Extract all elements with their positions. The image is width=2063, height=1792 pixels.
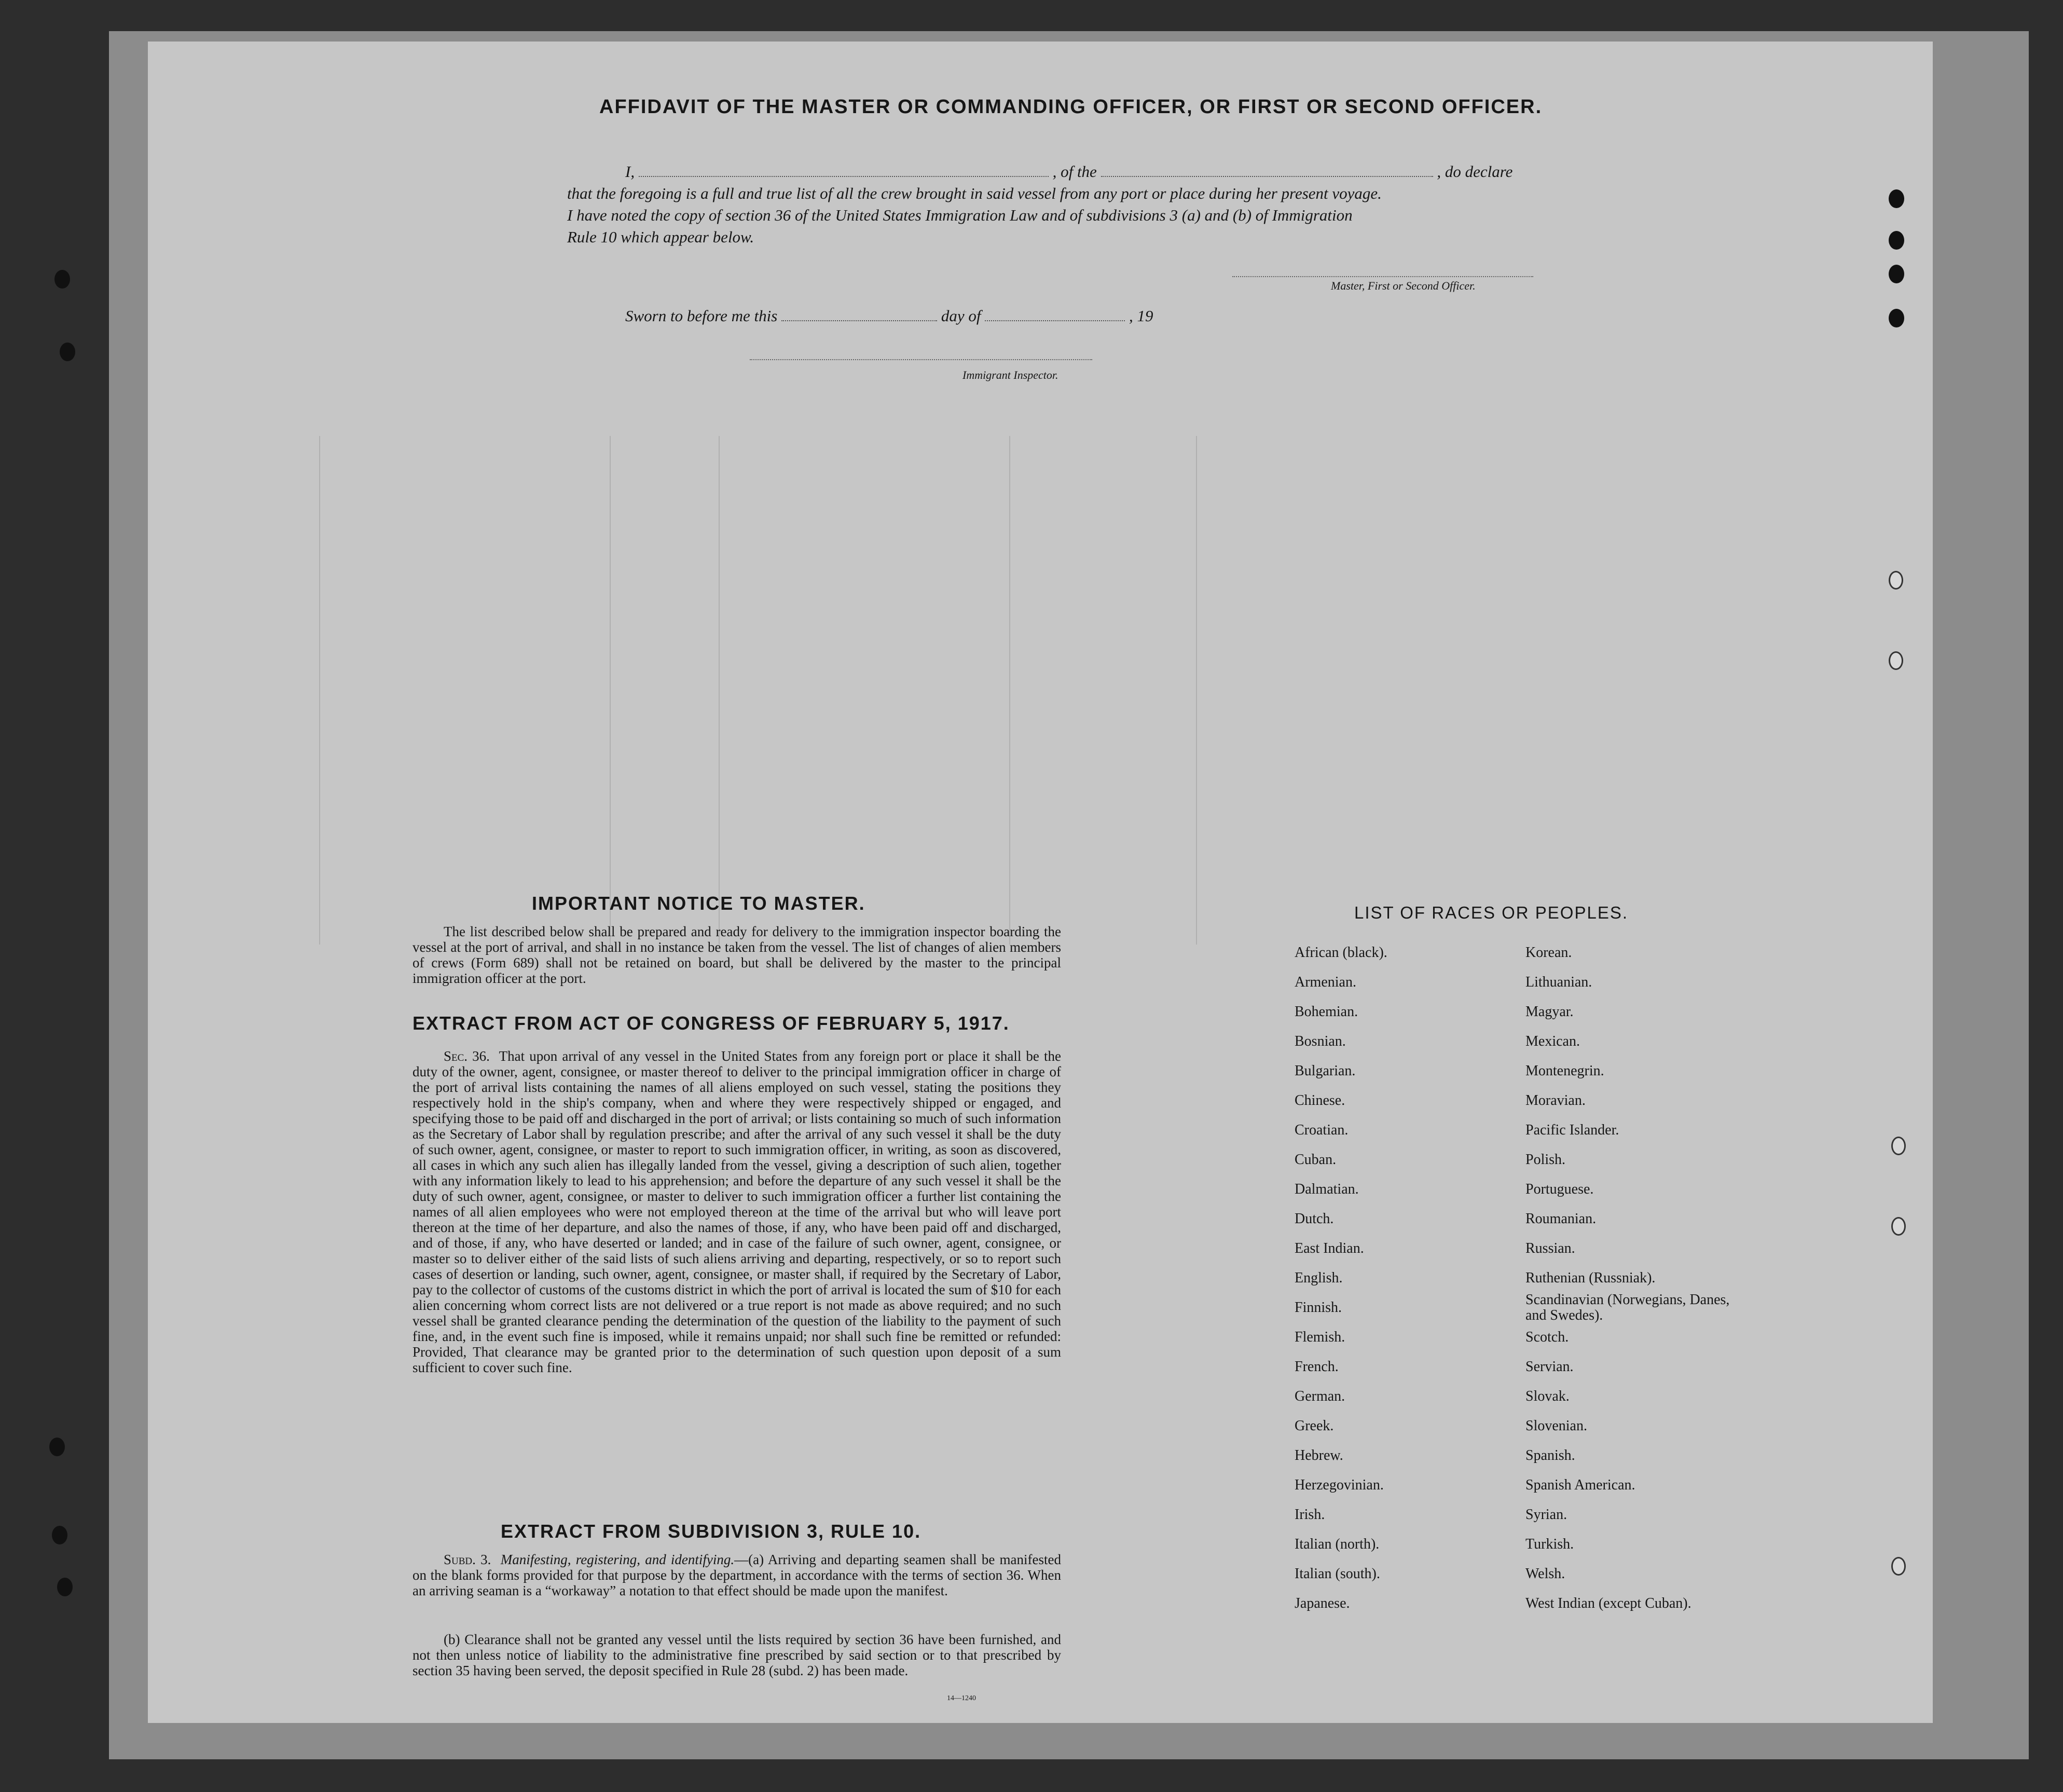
vessel-blank <box>1101 174 1433 177</box>
act-extract-title: EXTRACT FROM ACT OF CONGRESS OF FEBRUARY 5, 1917. <box>412 1013 1010 1034</box>
punch-hole <box>60 343 75 361</box>
affidavit-line-2: that the foregoing is a full and true list of all the crew brought in said vessel from any port or place during her present voyage. <box>567 184 1382 202</box>
race-item: Russian. <box>1525 1240 1575 1256</box>
document-page <box>148 42 1933 1723</box>
race-item: Welsh. <box>1525 1566 1565 1582</box>
race-item: Italian (north). <box>1295 1536 1380 1552</box>
inspector-line <box>750 359 1092 360</box>
punch-hole <box>1889 189 1904 208</box>
sec-label: Sec. 36. <box>444 1048 490 1064</box>
race-item: Servian. <box>1525 1359 1574 1375</box>
bleed-line <box>319 436 320 945</box>
race-item: West Indian (except Cuban). <box>1525 1595 1691 1611</box>
race-item: Bosnian. <box>1295 1033 1346 1049</box>
race-item: Polish. <box>1525 1152 1566 1168</box>
punch-hole <box>49 1438 65 1456</box>
race-item: Slovenian. <box>1525 1418 1587 1434</box>
race-item: Irish. <box>1295 1507 1325 1523</box>
inspector-caption: Immigrant Inspector. <box>962 368 1058 381</box>
race-item: Scandinavian (Norwegians, Danes, and Swedes). <box>1525 1292 1730 1323</box>
punch-hole <box>1889 309 1904 327</box>
race-item: Korean. <box>1525 945 1572 961</box>
race-item: African (black). <box>1295 945 1387 961</box>
rule-extract-b: (b) Clearance shall not be granted any vessel until the lists required by section 36 have been furnished, and not then unless notice of liability to the administrative fine prescribed by said section or to that prescribed by section 35 having been served, the deposit specified in Rule 28 (subd. 2) has been made. <box>412 1632 1061 1678</box>
race-item: Syrian. <box>1525 1507 1567 1523</box>
race-item: Dalmatian. <box>1295 1181 1359 1197</box>
bleed-line <box>1196 436 1197 945</box>
act-extract-body <box>412 1048 1061 1375</box>
bleed-line <box>1009 436 1010 945</box>
punch-hole <box>1889 571 1903 590</box>
day-of-label: day of <box>941 307 981 325</box>
punch-hole <box>1891 1217 1906 1236</box>
bleed-line <box>719 436 720 945</box>
signature-line <box>1232 276 1533 277</box>
form-number: 14—1240 <box>947 1694 976 1702</box>
race-item: Pacific Islander. <box>1525 1122 1619 1138</box>
affidavit-of-the: , of the <box>1052 162 1097 181</box>
punch-hole <box>57 1578 73 1596</box>
race-item: East Indian. <box>1295 1240 1364 1256</box>
affidavit-title: AFFIDAVIT OF THE MASTER OR COMMANDING OFFICER, OR FIRST OR SECOND OFFICER. <box>599 96 1543 118</box>
race-item: Finnish. <box>1295 1299 1342 1316</box>
punch-hole <box>1889 265 1904 283</box>
race-item: Slovak. <box>1525 1388 1570 1404</box>
race-item: Mexican. <box>1525 1033 1580 1049</box>
race-item: Scotch. <box>1525 1329 1569 1345</box>
month-blank <box>985 318 1125 321</box>
bleed-line <box>610 436 611 945</box>
race-item: Chinese. <box>1295 1092 1345 1109</box>
race-item: Bohemian. <box>1295 1004 1358 1020</box>
race-item: Herzegovinian. <box>1295 1477 1384 1493</box>
race-item: Lithuanian. <box>1525 974 1592 990</box>
race-item: Spanish American. <box>1525 1477 1635 1493</box>
affidavit-line-1 <box>625 161 1512 183</box>
race-item: Ruthenian (Russniak). <box>1525 1270 1656 1286</box>
race-item: Japanese. <box>1295 1595 1350 1611</box>
race-item: Roumanian. <box>1525 1211 1597 1227</box>
race-item: French. <box>1295 1359 1339 1375</box>
rule-extract-title: EXTRACT FROM SUBDIVISION 3, RULE 10. <box>501 1521 922 1542</box>
race-item: Greek. <box>1295 1418 1334 1434</box>
affidavit-line-4: Rule 10 which appear below. <box>567 228 754 246</box>
notice-title: IMPORTANT NOTICE TO MASTER. <box>532 893 865 914</box>
subd-label: Subd. 3. <box>444 1552 491 1567</box>
punch-hole <box>52 1526 67 1544</box>
race-item: English. <box>1295 1270 1343 1286</box>
sec-text: That upon arrival of any vessel in the United States from any foreign port or place it shall be the duty of the owner, agent, consignee, or master thereof to deliver to the principal immigration officer in charge of the port of arrival lists containing the names of all aliens employed on such vessel, stating the positions they respectively hold in the ship's company, when and where they were respectively shipped or engaged, and specifying those to be paid off and discharged in the port of arrival; or lists containing so much of such information as the Secretary of Labor shall by regulation prescribe; and after the arrival of any such vessel it shall be the duty of such owner, agent, consignee, or master to report to such immigration officer, in writing, as soon as discovered, all cases in which any such alien has illegally landed from the vessel, giving a description of such alien, together with any information likely to lead to his apprehension; and before the departure of any such vessel it shall be the duty of such owner, agent, consignee, or master to deliver to such immigration officer a further list containing the names of all alien employees who were not employed thereon at the time of the arrival but who will leave port thereon at the time of her departure, and also the names of those, if any, who have been paid off and discharged, and of those, if any, who have deserted or landed; and in case of the failure of such owner, agent, consignee, or master so to deliver either of the said lists of such aliens arriving and departing, respectively, or so to report such cases of desertion or landing, such owner, agent, consignee, or master shall, if required by the Secretary of Labor, pay to the collector of customs of the customs district in which the port of arrival is located the sum of $10 for each alien concerning whom correct lists are not delivered or a true report is not made as above required; and no such vessel shall be granted clearance pending the determination of the question of the liability to the payment of such fine, and, in the event such fine is imposed, while it remains unpaid; nor shall such fine be remitted or refunded: Provided, That clearance may be granted prior to the determination of such question upon deposit of a sum sufficient to cover such fine. <box>412 1048 1062 1375</box>
race-item: Armenian. <box>1295 974 1356 990</box>
day-blank <box>781 318 937 321</box>
punch-hole <box>1891 1557 1906 1576</box>
punch-hole <box>54 270 70 289</box>
name-blank <box>639 174 1049 177</box>
race-item: Flemish. <box>1295 1329 1345 1345</box>
race-item: Dutch. <box>1295 1211 1334 1227</box>
punch-hole <box>1891 1137 1906 1155</box>
race-item: Croatian. <box>1295 1122 1349 1138</box>
race-item: Cuban. <box>1295 1152 1337 1168</box>
subd-italic: Manifesting, registering, and identifying. <box>500 1552 735 1567</box>
race-item: Portuguese. <box>1525 1181 1594 1197</box>
race-item: Turkish. <box>1525 1536 1574 1552</box>
race-item: Montenegrin. <box>1525 1063 1604 1079</box>
affidavit-line-3: I have noted the copy of section 36 of the United States Immigration Law and of subdivisions 3 (a) and (b) of Immigration <box>567 206 1353 224</box>
punch-hole <box>1889 231 1904 250</box>
race-item: Hebrew. <box>1295 1447 1343 1463</box>
sworn-label: Sworn to before me this <box>625 307 778 325</box>
sworn-line <box>625 305 1153 327</box>
races-title: LIST OF RACES OR PEOPLES. <box>1354 903 1629 922</box>
race-item: German. <box>1295 1388 1345 1404</box>
signature-caption: Master, First or Second Officer. <box>1331 279 1476 292</box>
punch-hole <box>1889 651 1903 670</box>
race-item: Italian (south). <box>1295 1566 1380 1582</box>
affidavit-i: I, <box>625 162 635 181</box>
race-item: Spanish. <box>1525 1447 1575 1463</box>
affidavit-declare: , do declare <box>1437 162 1513 181</box>
race-item: Bulgarian. <box>1295 1063 1356 1079</box>
rule-extract-a <box>412 1552 1061 1598</box>
year-label: , 19 <box>1129 307 1153 325</box>
race-item: Moravian. <box>1525 1092 1586 1109</box>
notice-body: The list described below shall be prepared and ready for delivery to the immigration inspector boarding the vessel at the port of arrival, and shall in no instance be taken from the vessel. The list of changes of alien members of crews (Form 689) shall not be retained on board, but shall be delivered by the master to the principal immigration officer at the port. <box>412 924 1061 986</box>
race-item: Magyar. <box>1525 1004 1574 1020</box>
subd-a-text: —(a) Arriving and departing seamen shall be manifested on the blank forms provided for that purpose by the department, in accordance with the terms of section 36. When an arriving seaman is a “workaway” a notation to that effect should be made upon the manifest. <box>412 1552 1061 1598</box>
